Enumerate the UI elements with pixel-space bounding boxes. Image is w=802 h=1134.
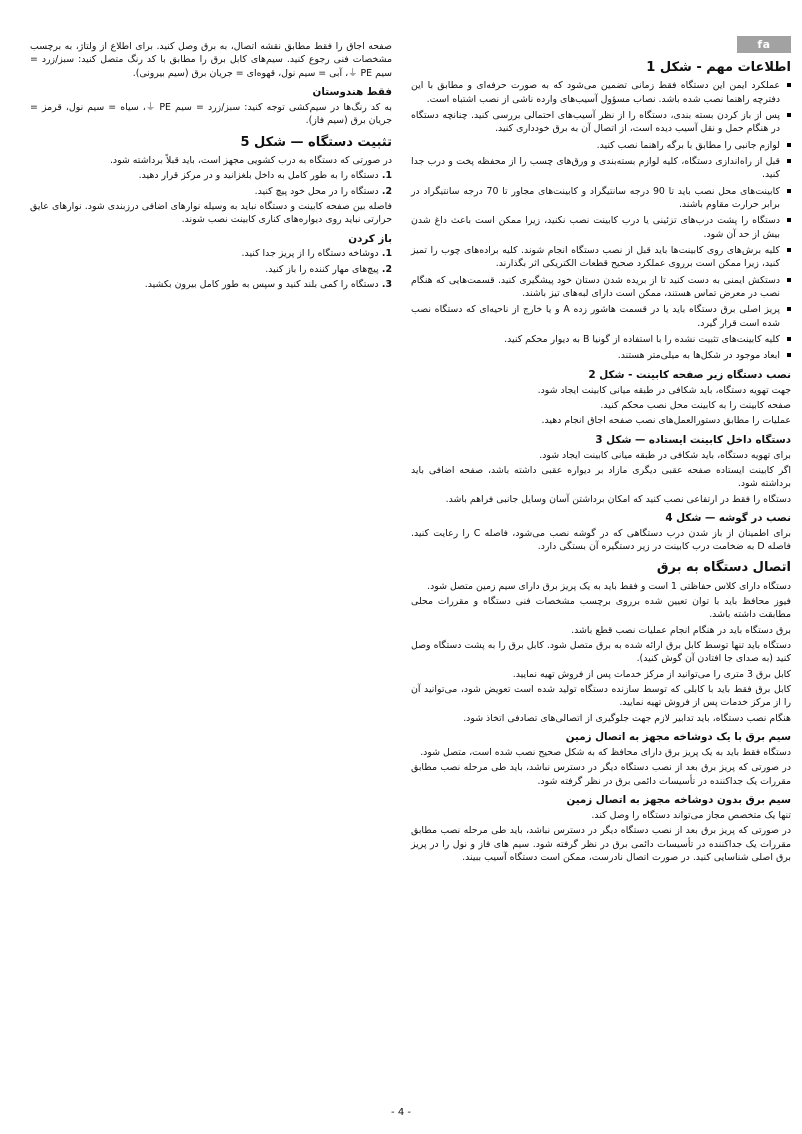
bullet-square-icon xyxy=(787,218,791,222)
paragraph: دستگاه فقط باید به یک پریز برق دارای محافظ که به شکل صحیح نصب شده است، متصل شود. xyxy=(420,747,791,758)
step-text: پیچ‌های مهار کننده را باز کنید. xyxy=(265,263,379,275)
bullet-square-icon xyxy=(787,307,791,311)
step-text: دستگاه را کمی بلند کنید و سپس به طور کامل بیرون بکشید. xyxy=(144,279,379,291)
paragraph: فیوز محافظ باید با توان تعیین شده برروی برچسب مشخصات فنی دستگاه و مقررات محلی مطابقت داشته باشد. xyxy=(411,596,791,621)
numbered-step xyxy=(30,263,392,276)
bullet-square-icon xyxy=(787,113,791,117)
section-heading: اطلاعات مهم - شکل 1 xyxy=(646,60,791,75)
section-heading: اتصال دستگاه به برق xyxy=(656,560,791,576)
step-number: 1. xyxy=(378,248,392,260)
manual-section xyxy=(411,512,791,554)
paragraph: اگر کابینت ایستاده صفحه عقبی دیگری مازاد بر دیواره عقبی داشته باشد، صفحه اضافی باید برداشته شود. xyxy=(411,464,791,490)
bullet-text: کلیه کابینت‌های تثبیت نشده را با استفاده از گونیا B به دیوار محکم کنید. xyxy=(504,334,780,346)
paragraph: فاصله بین صفحه کابینت و دستگاه نباید به وسیله نوارهای اضافی درزبندی شود. نوارهای عایق حرارتی نباید روی دیواره‌های کناری کابینت نصب شوند. xyxy=(30,200,392,226)
numbered-step xyxy=(30,185,392,198)
step-number: 2. xyxy=(378,263,392,275)
paragraph: دستگاه را فقط در ارتفاعی نصب کنید که امکان برداشتن آسان وسایل جانبی فراهم باشد. xyxy=(445,493,791,505)
bullet-square-icon xyxy=(787,278,791,282)
bullet-text: عملکرد ایمن این دستگاه فقط زمانی تضمین می‌شود که به صورت حرفه‌ای و مطابق با این دفترچه راهنما نصب شده باشد. نصاب مسؤول آسیب‌های وارده ناشی از نصب اشتباه است. xyxy=(411,80,780,105)
bullet-text: دستکش ایمنی به دست کنید تا از بریده شدن دستان خود پیشگیری کنید. قسمت‌هایی که هنگام نصب در معرض تماس هستند، ممکن است دارای لبه‌های تیز باشند. xyxy=(411,274,780,300)
bullet-text: لوازم جانبی را مطابق با برگه راهنما نصب کنید. xyxy=(596,139,780,151)
manual-section xyxy=(411,434,791,506)
numbered-step xyxy=(30,278,392,291)
paragraph: جهت تهویه دستگاه، باید شکافی در طبقه میانی کابینت ایجاد شود. xyxy=(537,384,791,396)
section-heading: تثبیت دستگاه — شکل 5 xyxy=(240,134,392,150)
bullet-text: کلیه برش‌های روی کابینت‌ها باید قبل از نصب دستگاه انجام شوند. کلیه براده‌های چوب را تمیز کنید، زیرا ممکن است برروی عملکرد صحیح قطعات الکتریکی اثر بگذارند. xyxy=(411,245,780,270)
paragraph: هنگام نصب دستگاه، باید تدابیر لازم جهت جلوگیری از اتصالی‌های تصادفی اتخاذ شود. xyxy=(463,712,791,724)
bullet-item xyxy=(411,333,791,346)
manual-section xyxy=(30,86,392,128)
bullet-text: کابینت‌های محل نصب باید تا 90 درجه سانتیگراد و کابینت‌های مجاور تا 70 درجه سانتیگراد در برابر حرارت مقاوم باشند. xyxy=(411,185,780,210)
manual-section xyxy=(30,40,392,80)
paragraph: عملیات را مطابق دستورالعمل‌های نصب صفحه اجاق انجام دهید. xyxy=(541,415,791,427)
section-heading: فقط هندوستان xyxy=(312,86,392,99)
bullet-item xyxy=(411,185,791,212)
bullet-item xyxy=(411,139,791,152)
bullet-square-icon xyxy=(787,143,791,147)
bullet-item xyxy=(411,349,791,362)
paragraph: دستگاه دارای کلاس حفاظتی 1 است و فقط باید به یک پریز برق دارای سیم زمین متصل شود. xyxy=(427,580,791,592)
numbered-step xyxy=(30,247,392,260)
step-text: دوشاخه دستگاه را از پریز جدا کنید. xyxy=(241,248,379,260)
step-text: دستگاه را در محل خود پیچ کنید. xyxy=(254,185,379,197)
bullet-text: پس از باز کردن بسته بندی، دستگاه را از نظر آسیب‌های احتمالی بررسی کنید. چنانچه دستگاه در هنگام حمل و نقل آسیب دیده است، از اتصال آن به برق خودداری کنید. xyxy=(411,109,780,135)
bullet-item xyxy=(411,244,791,271)
manual-section xyxy=(411,60,791,363)
bullet-item xyxy=(411,214,791,241)
paragraph: صفحه اجاق را فقط مطابق نقشه اتصال، به برق وصل کنید. برای اطلاع از ولتاژ، به برچسب مشخصات فنی رجوع کنید. سیم‌های کابل برق را مطابق با کد رنگ متصل کنید: سبز/زرد = سیم PE ⏚، آبی = سیم نول، قهوه‌ای = جریان برق (سیم بیرونی). xyxy=(30,41,392,79)
manual-section xyxy=(411,560,791,725)
paragraph: کابل برق 3 متری را می‌توانید از مرکز خدمات پس از فروش تهیه نمایید. xyxy=(512,668,791,680)
manual-section xyxy=(411,731,791,788)
step-text: دستگاه را به طور کامل به داخل بلغزانید و در مرکز قرار دهید. xyxy=(138,170,379,182)
section-heading: نصب در گوشه — شکل 4 xyxy=(665,511,791,524)
bullet-square-icon xyxy=(787,83,791,87)
right-column xyxy=(411,60,791,866)
manual-section xyxy=(30,233,392,292)
bullet-item xyxy=(411,274,791,301)
section-heading: سیم برق با یک دوشاخه مجهز به اتصال زمین xyxy=(565,731,791,744)
step-number: 2. xyxy=(378,185,392,197)
paragraph: در صورتی که پریز برق بعد از نصب دستگاه دیگر در دسترس نباشد، باید طی مرحله نصب مطابق مقررات یک جداکننده در تأسیسات دائمی برق در نظر گرفته شود. xyxy=(411,762,791,787)
bullet-item xyxy=(411,303,791,330)
page-number: - 4 - xyxy=(391,1107,411,1118)
paragraph: تنها یک متخصص مجاز می‌تواند دستگاه را وصل کند. xyxy=(591,809,791,821)
bullet-item xyxy=(411,79,791,106)
section-heading: باز کردن xyxy=(348,232,392,245)
paragraph: برق دستگاه باید در هنگام انجام عملیات نصب قطع باشد. xyxy=(571,624,791,636)
left-column xyxy=(30,40,392,293)
section-heading: سیم برق بدون دوشاخه مجهز به اتصال زمین xyxy=(566,794,791,807)
bullet-square-icon xyxy=(787,337,791,341)
step-number: 1. xyxy=(378,170,392,182)
paragraph: در صورتی که دستگاه به درب کشویی مجهز است، باید قبلاً برداشته شود. xyxy=(109,154,392,166)
section-heading: دستگاه داخل کابینت ایستاده — شکل 3 xyxy=(595,433,791,446)
bullet-text: قبل از راه‌اندازی دستگاه، کلیه لوازم بسته‌بندی و ورق‌های چسب را از محفظه پخت و درب جدا کنید. xyxy=(411,155,780,181)
language-badge: fa xyxy=(737,36,791,53)
numbered-step xyxy=(30,169,392,182)
paragraph: در صورتی که پریز برق بعد از نصب دستگاه دیگر در دسترس نباشد، باید طی مرحله نصب مطابق مقررات یک جداکننده در تأسیسات دائمی برق در نظر گرفته شود. سیم های فاز و نول را در پریز برق اصلی شناسایی کنید. در صورت اتصال نادرست، ممکن است دستگاه آسیب ببیند. xyxy=(411,825,791,863)
bullet-square-icon xyxy=(787,189,791,193)
bullet-square-icon xyxy=(787,353,791,357)
step-number: 3. xyxy=(378,279,392,291)
bullet-square-icon xyxy=(787,248,791,252)
manual-section xyxy=(30,135,392,227)
paragraph: برای تهویه دستگاه، باید شکافی در طبقه میانی کابینت ایجاد شود. xyxy=(539,449,791,461)
paragraph: به کد رنگ‌ها در سیم‌کشی توجه کنید: سبز/زرد = سیم PE ⏚، سیاه = سیم نول، قرمز = جریان برق (سیم فاز). xyxy=(30,101,392,127)
paragraph: برای اطمینان از باز شدن درب دستگاهی که در گوشه نصب می‌شود، فاصله C را رعایت کنید. فاصله D به ضخامت درب کابینت در زیر دستگیره آن بستگی دارد. xyxy=(411,527,791,553)
bullet-text: پریز اصلی برق دستگاه باید یا در قسمت هاشور زده A و یا خارج از ناحیه‌ای که دستگاه نصب شده است قرار گیرد. xyxy=(411,304,781,329)
paragraph: دستگاه باید تنها توسط کابل برق ارائه شده به برق متصل شود. کابل برق را به پشت دستگاه وصل کنید (به صدای جا افتادن آن گوش کنید). xyxy=(411,640,791,665)
paragraph: کابل برق فقط باید با کابلی که توسط سازنده دستگاه تولید شده است تعویض شود، می‌توانید آن را از مرکز خدمات پس از فروش تهیه نمایید. xyxy=(411,684,791,709)
bullet-square-icon xyxy=(787,159,791,163)
bullet-item xyxy=(411,109,791,136)
section-heading: نصب دستگاه زیر صفحه کابینت - شکل 2 xyxy=(588,368,791,381)
paragraph: صفحه کابینت را به کابینت محل نصب محکم کنید. xyxy=(600,399,791,411)
manual-section xyxy=(411,794,791,864)
bullet-item xyxy=(411,155,791,182)
bullet-text: دستگاه را پشت درب‌های تزئینی یا درب کابینت نصب نکنید، زیرا ممکن است باعث داغ شدن بیش از حد آن شود. xyxy=(411,215,780,240)
bullet-text: ابعاد موجود در شکل‌ها به میلی‌متر هستند. xyxy=(617,350,780,362)
manual-section xyxy=(411,369,791,428)
